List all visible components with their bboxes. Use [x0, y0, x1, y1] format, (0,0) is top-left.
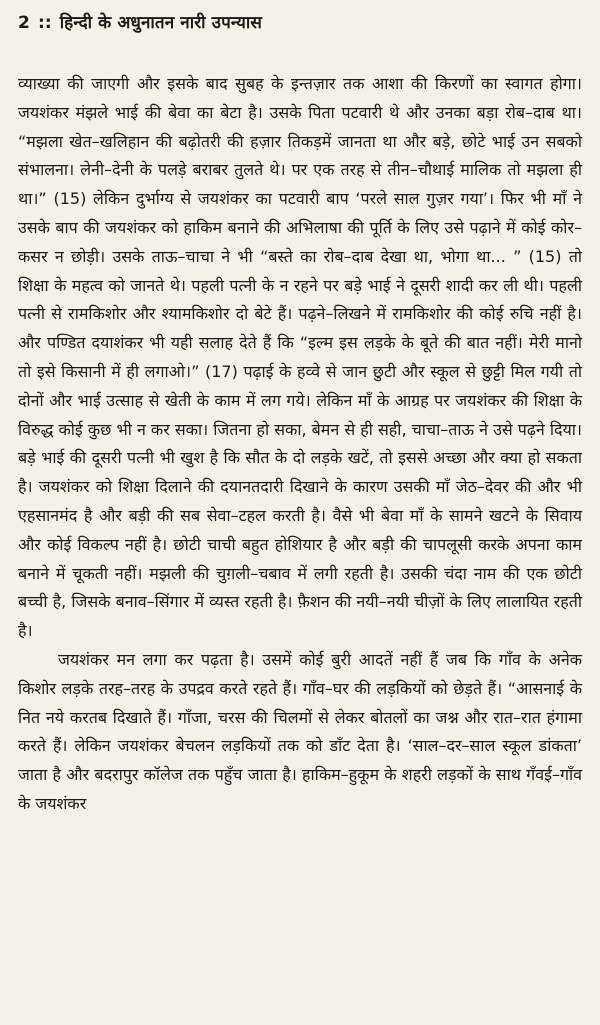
running-header — [18, 10, 582, 46]
paragraph-2: जयशंकर मन लगा कर पढ़ता है। उसमें कोई बुरी आदतें नहीं हैं जब कि गाँव के अनेक किशोर लड़के तरह–तरह के उपद्रव करते रहते हैं। गाँव–घर की लड़कियों को छेड़ते हैं। “आसनाई के नित नये करतब दिखाते हैं। गाँजा, चरस की चिलमों से लेकर बोतलों का जश्न और रात–रात हंगामा करते हैं। लेकिन जयशंकर बेचलन लड़कियों तक को डाँट देता है। ‘साल–दर–साल स्कूल डांकता’ जाता है और बदरापुर कॉलेज तक पहुँच जाता है। हाकिम–हुकूम के शहरी लड़कों के साथ गँवई–गाँव के जयशंकर — [18, 649, 582, 813]
header-separator: :: — [37, 13, 52, 33]
running-header-title: हिन्दी के अधुनातन नारी उपन्यास — [59, 13, 262, 33]
paragraph-1: व्याख्या की जाएगी और इसके बाद सुबह के इन्तज़ार तक आशा की किरणों का स्वागत होगा। जयशंकर मंझले भाई की बेवा का बेटा है। उसके पिता पटवारी थे और उनका बड़ा रोब–दाब था। “मझला खेत–खलिहान की बढ़ोतरी की हज़ार तिकड़में जानता था और बड़े, छोटे भाई उन सबको संभालना। लेनी–देनी के पलड़े बराबर तुलते थे। पर एक तरह से तीन–चौथाई मालिक तो मझला ही था।” (15) लेकिन दुर्भाग्य से जयशंकर का पटवारी बाप ‘परले साल गुज़र गया’। फिर भी माँ ने उसके बाप की जयशंकर को हाकिम बनाने की अभिलाषा की पूर्ति के लिए उसे पढ़ाने में कोई कोर–कसर न छोड़ी। उसके ताऊ–चाचा ने भी “बस्ते का रोब–दाब देखा था, भोगा था... ” (15) तो शिक्षा के महत्व को जानते थे। पहली पत्नी के न रहने पर बड़े भाई ने दूसरी शादी कर ली थी। पहली पत्नी से रामकिशोर और श्यामकिशोर दो बेटे हैं। पढ़ने–लिखने में रामकिशोर की कोई रुचि नहीं है। और पण्डित दयाशंकर भी यही सलाह देते हैं कि “इल्म इस लड़के के बूते की बात नहीं। मेरी मानो तो इसे किसानी में ही लगाओ।” (17) पढ़ाई के हव्वे से जान छुटी और स्कूल से छुट्टी मिल गयी तो दोनों और भाई उत्साह से खेती के काम में लग गये। लेकिन माँ के आग्रह पर जयशंकर की शिक्षा के विरुद्ध कोई कुछ भी न कर सका। जितना हो सका, बेमन से ही सही, चाचा–ताऊ ने उसे पढ़ने दिया। बड़े भाई की दूसरी पत्नी भी खुश है कि सौत के दो लड़के खटें, तो इससे अच्छा और क्या हो सकता है। जयशंकर को शिक्षा दिलाने की दयानतदारी दिखाने के कारण उसकी माँ जेठ–देवर की और भी एहसानमंद है और बड़ी की सब सेवा–टहल करती है। वैसे भी बेवा माँ के सामने खटने के सिवाय और कोई विकल्प नहीं है। छोटी चाची बहुत होशियार है और बड़ी की चापलूसी करके अपना काम बनाने में चूकती नहीं। मझली की चुग़ली–चबाव में लगी रहती है। उसकी चंदा नाम की एक छोटी बच्ची है, जिसके बनाव–सिंगार में व्यस्त रहती है। फ़ैशन की नयी–नयी चीज़ों के लिए लालायित रहती है। — [18, 74, 582, 641]
page-number: 2 — [18, 13, 30, 33]
body-text — [18, 70, 582, 819]
